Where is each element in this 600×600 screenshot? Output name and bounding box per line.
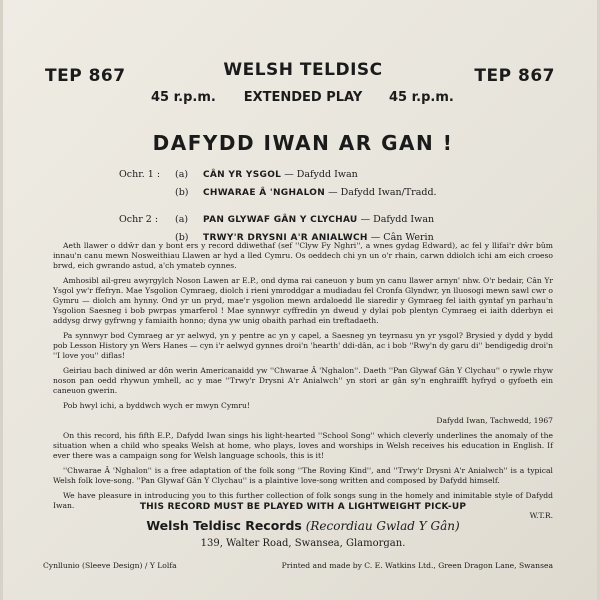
welsh-paragraph: Amhosibl ail-greu awyrgylch Noson Lawen ar E.P., ond dyma rai caneuon y bum yn canu llawer arnyn' nhw. O'r bedair, Cân Yr Ysgol yw'r ffefryn. Mae Ysgolion Cymraeg, diolch i rieni ymroddgar a mudiadau fel Cronfa Glyndwr, yn lluosogi mewn sawl cwr o Gymru — diolch am hynny. Ond yr un pryd, mae'r ysgolion mewn ardaloedd lle siaredir y Gymraeg fel iaith gyntaf yn parhau'n Ysgolion Saesneg i bob pwrpas ymarferol ! Mae synnwyr cyffredin yn dweud y dylai pob plentyn Cymraeg ei iaith dderbyn ei addysg drwy gyfrwng y famiaith honno; dyna yw unig obaith parhad ein treftadaeth. (53, 276, 553, 325)
welsh-paragraph: Geiriau bach diniwed ar dôn werin Americanaidd yw ''Chwarae Â 'Nghalon''. Daeth ''Pan Glywaf Gân Y Clychau'' o rywle rhyw noson pan oedd rhywun ymhell, ac y mae ''Trwy'r Drysni A'r Anialwch'' yn stori ar gân sy'n enghraifft hyfryd o gyfoeth ein caneuon gwerin. (53, 366, 553, 395)
track-letter: (a) (175, 214, 189, 225)
label-name: WELSH TELDISC (223, 60, 383, 80)
sleeve-design-credit: Cynllunio (Sleeve Design) / Y Lolfa (43, 561, 177, 570)
printer-credit: Printed and made by C. E. Watkins Ltd., Green Dragon Lane, Swansea (281, 561, 553, 570)
welsh-signoff: Dafydd Iwan, Tachwedd, 1967 (436, 416, 553, 425)
company-welsh-name: (Recordiau Gwlad Y Gân) (305, 519, 460, 533)
track-name: TRWY'R DRYSNI A'R ANIALWCH (203, 233, 368, 243)
track-name: CÂN YR YSGOL (203, 170, 282, 180)
sleeve-notes (53, 241, 553, 521)
playback-warning: THIS RECORD MUST BE PLAYED WITH A LIGHTWEIGHT PICK-UP (139, 502, 467, 512)
welsh-paragraph: Pob hwyl ichi, a byddwch wych er mwyn Cymru! (63, 401, 250, 410)
company-address: 139, Walter Road, Swansea, Glamorgan. (200, 538, 406, 549)
play-type: EXTENDED PLAY (243, 90, 363, 105)
track-letter: (b) (175, 232, 189, 243)
side-label: Ochr. 1 : (119, 169, 161, 180)
track-letter: (a) (175, 169, 189, 180)
track-letter: (b) (175, 187, 189, 198)
track-credit: — Dafydd Iwan (357, 214, 435, 225)
speed-right: 45 r.p.m. (389, 90, 454, 105)
album-title: DAFYDD IWAN AR GAN ! (152, 131, 454, 155)
english-paragraph: We have pleasure in introducing you to this further collection of folk songs sung in the homely and inimitable style of Dafydd Iwan. (53, 491, 553, 510)
catalog-number-left: TEP 867 (45, 66, 126, 86)
company-name: Welsh Teldisc Records (146, 518, 302, 533)
catalog-number-right: TEP 867 (474, 66, 555, 86)
english-credit: W.T.R. (529, 511, 553, 520)
speed-left: 45 r.p.m. (151, 90, 216, 105)
english-paragraph: ''Chwarae Â 'Nghalon'' is a free adaptation of the folk song ''The Roving Kind'', and ''Trwy'r Drysni A'r Anialwch'' is a typical Welsh folk love-song. ''Pan Glywaf Gân Y Clychau'' is a plaintive love-song written and composed by Dafydd himself. (53, 466, 553, 485)
side-label: Ochr 2 : (119, 214, 159, 225)
welsh-paragraph: Pa synnwyr bod Cymraeg ar yr aelwyd, yn y pentre ac yn y capel, a Saesneg yn teyrnasu yn yr ysgol? Brysied y dydd y bydd pob Lesson History yn Wers Hanes — cyn i'r aelwyd gynnes droi'n 'hearth' ddi-dân, ac i bob ''Rwy'n dy garu di'' bendigedig droi'n ''I love you'' diflas! (53, 331, 553, 360)
record-company (3, 518, 600, 533)
english-paragraph: On this record, his fifth E.P., Dafydd Iwan sings his light-hearted ''School Song'' which cleverly underlines the anomaly of the situation when a child who speaks Welsh at home, who plays, loves and worships in Welsh receives his education in English. If ever there was a campaign song for Welsh language schools, this is it! (53, 431, 553, 460)
track-credit: — Dafydd Iwan/Tradd. (325, 187, 437, 198)
track-name: CHWARAE Â 'NGHALON (203, 188, 326, 198)
track-name: PAN GLYWAF GÂN Y CLYCHAU (203, 215, 358, 225)
track-credit: — Dafydd Iwan (281, 169, 358, 180)
track-credit: — Cân Werin (367, 232, 434, 243)
welsh-paragraph: Aeth llawer o ddŵr dan y bont ers y record ddiwethaf (sef ''Clyw Fy Nghri'', a wnes gydag Edward), ac fel y llifai'r dŵr bûm innau'n canu mewn Nosweithiau Llawen ar hyd a lled Cymru. Os oeddech chi yn un o'r rhain, carwn ddiolch ichi am eich croeso brwd, eich gwrando astud, a'ch ymateb cynnes. (53, 241, 553, 270)
